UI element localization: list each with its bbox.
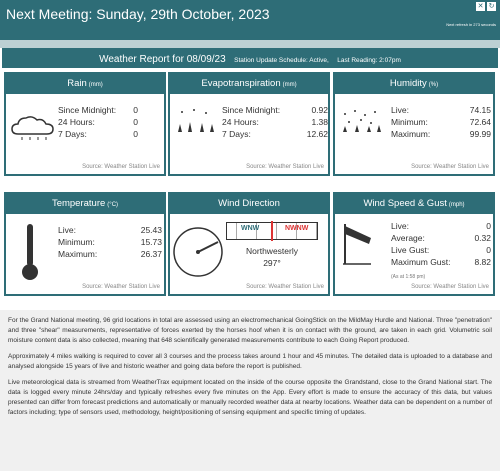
report-title: Weather Report for 08/09/23 — [99, 54, 226, 65]
temperature-row-minimum: Minimum: 15.73 — [58, 237, 162, 247]
rain-card-header — [6, 74, 164, 94]
wind-speed-rows — [391, 220, 491, 268]
temperature-card — [4, 192, 166, 296]
wind-speed-row-average: Average: 0.32 — [391, 233, 491, 243]
temperature-row-maximum: Maximum: 26.37 — [58, 249, 162, 259]
rain-row-since-midnight: Since Midnight: 0 — [58, 105, 138, 115]
rain-card — [4, 72, 166, 176]
next-meeting-title: Next Meeting: Sunday, 29th October, 2023 — [6, 6, 270, 22]
last-reading: Last Reading: 2:07pm — [337, 57, 401, 64]
evapo-unit: (mm) — [282, 82, 297, 88]
wind-speed-as-of: (As at 1:58 pm) — [391, 274, 426, 280]
humidity-row-live: Live: 74.15 — [391, 105, 491, 115]
info-paragraph-3: Live meteorological data is streamed from WeatherTrax equipment located on the inside of the course opposite the Grandstand, close to the Grand National start. The data is logged every minute 24hrs/day and typically refreshes every five minutes on the App. Every effort is made to ensure the accuracy of this data, but values presented can differ from forecast predictions and automatically or manually recorded weather data at nearby locations. Weather data can be dependent on a number of factors including; type of sensors used, methodology, height/positioning of sensing equipment and specific timing of updates. — [8, 379, 492, 416]
wind-direction-strip — [226, 222, 318, 240]
humidity-source: Source: Weather Station Live — [411, 164, 489, 170]
wind-compass-icon — [172, 222, 224, 282]
wind-speed-source: Source: Weather Station Live — [411, 284, 489, 290]
evapo-card — [168, 72, 330, 176]
wind-speed-card — [333, 192, 495, 296]
strip-label-right: NWNW — [285, 225, 309, 232]
wind-direction-card — [168, 192, 330, 296]
info-paragraph-1: For the Grand National meeting, 96 grid locations in total are assessed using an electromechanical GoingStick on the MildMay Hurdle and National. Three "penetration" and three "shear" measurements, representative of forces exerted by the horses hoof when it is on contact with the ground, are taken in each grid. Volumetric soil moisture content data is also collected, meaning that 648 scientifically generated measurements contribute to each Going Report produced. — [8, 317, 492, 344]
evapo-card-header — [170, 74, 328, 94]
rain-row-24-hours: 24 Hours: 0 — [58, 117, 138, 127]
wind-direction-card-header — [170, 194, 328, 214]
sub-bar — [0, 40, 500, 48]
wind-direction-degrees: 297° — [263, 258, 281, 268]
humidity-droplets-icon — [339, 108, 383, 134]
evapo-rows — [222, 104, 328, 140]
evapo-row-7-days: 7 Days: 12.62 — [222, 129, 328, 139]
humidity-rows — [391, 104, 491, 140]
refresh-icon[interactable]: ↻ — [488, 3, 495, 10]
report-bar — [2, 48, 498, 68]
rain-cloud-icon — [10, 114, 56, 142]
humidity-unit: (%) — [428, 82, 439, 88]
humidity-title: Humidity — [389, 78, 427, 89]
temperature-unit: (°C) — [107, 202, 119, 208]
rain-source: Source: Weather Station Live — [82, 164, 160, 170]
evapo-title: Evapotranspiration — [201, 78, 281, 89]
top-bar — [0, 0, 500, 40]
wind-needle — [271, 221, 273, 241]
humidity-row-maximum: Maximum: 99.99 — [391, 129, 491, 139]
windsock-icon — [341, 220, 375, 266]
humidity-row-minimum: Minimum: 72.64 — [391, 117, 491, 127]
wind-direction-name: Northwesterly — [246, 246, 298, 256]
temperature-row-live: Live: 25.43 — [58, 225, 162, 235]
humidity-card-header — [335, 74, 493, 94]
wind-speed-row-max-gust: Maximum Gust: 8.82 — [391, 257, 491, 267]
temperature-source: Source: Weather Station Live — [82, 284, 160, 290]
info-text-section — [0, 310, 500, 471]
wind-speed-title: Wind Speed & Gust — [363, 198, 447, 209]
strip-label-left: WNW — [241, 225, 260, 232]
update-schedule: Station Update Schedule: Active, — [234, 57, 329, 64]
rain-title: Rain — [67, 78, 87, 89]
temperature-rows — [58, 224, 162, 260]
evapo-source: Source: Weather Station Live — [246, 164, 324, 170]
temperature-title: Temperature — [51, 198, 106, 209]
wind-speed-row-live-gust: Live Gust: 0 — [391, 245, 491, 255]
wind-speed-unit: (mph) — [448, 202, 465, 208]
temperature-card-header — [6, 194, 164, 214]
rain-row-7-days: 7 Days: 0 — [58, 129, 138, 139]
thermometer-icon — [20, 222, 40, 282]
close-icon[interactable]: ✕ — [477, 3, 484, 10]
evapo-row-24-hours: 24 Hours: 1.38 — [222, 117, 328, 127]
info-paragraph-2: Approximately 4 miles walking is required to cover all 3 courses and the process takes around 1 hour and 45 minutes. The detailed data is uploaded to a database and analysed alongside 15 years of live and historic weather and going data before the report is published. — [8, 353, 492, 370]
evapo-grass-icon — [174, 108, 218, 134]
humidity-card — [333, 72, 495, 176]
refresh-countdown: Next refresh in 273 seconds — [446, 22, 496, 27]
rain-rows — [58, 104, 138, 140]
wind-direction-source: Source: Weather Station Live — [246, 284, 324, 290]
wind-speed-row-live: Live: 0 — [391, 221, 491, 231]
rain-unit: (mm) — [88, 82, 103, 88]
evapo-row-since-midnight: Since Midnight: 0.92 — [222, 105, 328, 115]
wind-direction-title: Wind Direction — [218, 198, 280, 209]
header-icons — [476, 2, 496, 11]
wind-speed-card-header — [335, 194, 493, 214]
